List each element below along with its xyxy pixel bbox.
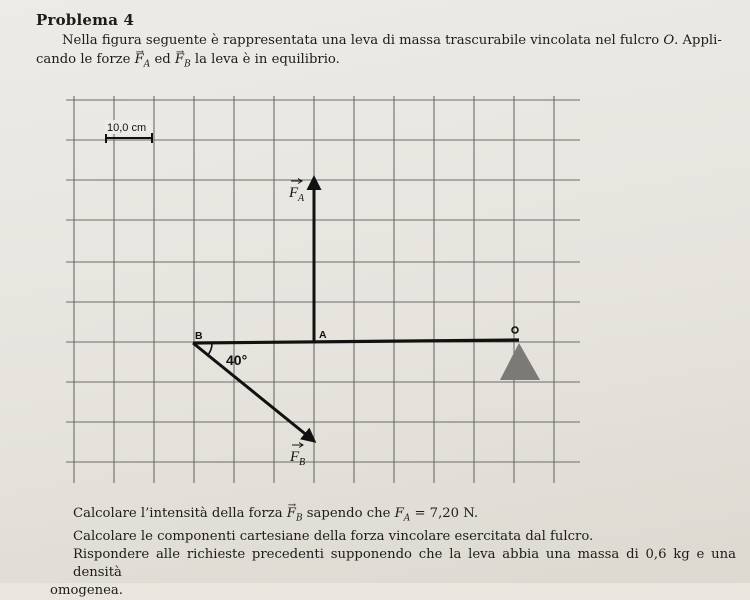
fb-label [289, 443, 305, 469]
grid [66, 96, 580, 483]
point-b-label: B [195, 330, 203, 342]
svg-text:B: B [299, 457, 306, 468]
question-3: Rispondere alle richieste precedenti supponendo che la leva abbia una massa di 0,6 kg e una densità [73, 546, 736, 580]
intro-text-2: . Appli- [674, 33, 722, 48]
svg-text:F: F [289, 185, 299, 201]
scale-label: 10,0 cm [107, 122, 147, 134]
force-fb-arrow [193, 343, 314, 441]
fulcrum-symbol: O [663, 33, 675, 48]
vector-fa-symbol: → $F_A$ [135, 52, 151, 67]
intro-text-1: Nella figura seguente è rappresentata una leva di massa trascurabile vincolata nel fulcro [62, 33, 664, 48]
questions [36, 505, 736, 600]
question-2: Calcolare le componenti cartesiane della forza vincolare esercitata dal fulcro. [73, 528, 594, 544]
q1-vector-fb: → $F_B$ [287, 506, 303, 521]
scale-bar [106, 133, 152, 143]
problem-title: Problema 4 [36, 11, 135, 29]
angle-label: 40° [226, 352, 248, 368]
point-a-label: A [319, 329, 327, 341]
angle-arc [207, 343, 212, 356]
fulcrum-triangle [500, 343, 540, 380]
fa-label [288, 179, 305, 205]
svg-text:F: F [290, 449, 300, 465]
svg-text:A: A [298, 193, 305, 204]
question-1: Calcolare l’intensità della forza → $F_B$ sapendo che $F_A = 7,20$ N. [36, 505, 736, 528]
intro-text-3: cando le forze [36, 52, 135, 67]
intro-text-5: la leva è in equilibrio. [190, 52, 340, 67]
intro-text-4: ed [150, 52, 175, 67]
vector-fb-symbol: → $F_B$ [175, 52, 191, 67]
question-3-continued: omogenea. [50, 582, 123, 598]
